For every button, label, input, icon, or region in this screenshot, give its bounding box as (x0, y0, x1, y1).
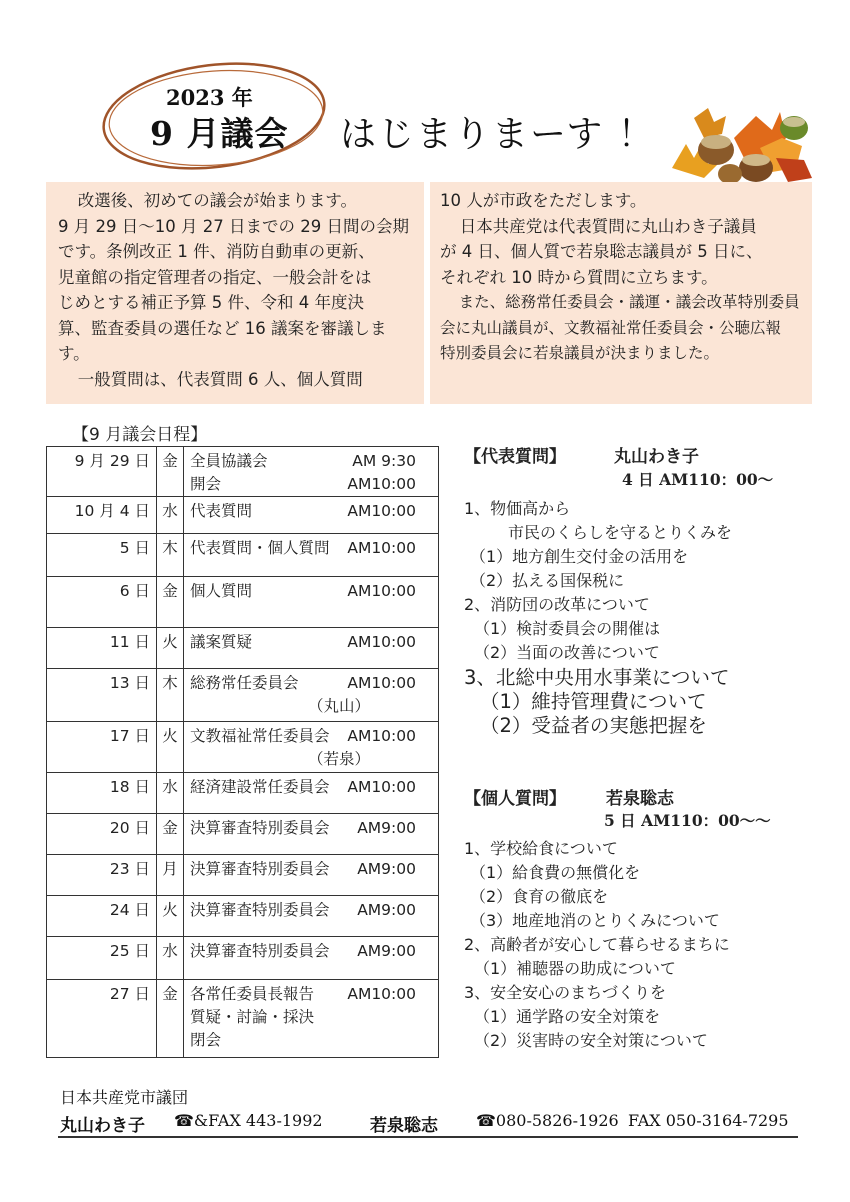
footer-name-2: 若泉聡志 (370, 1116, 438, 1136)
schedule-item: 決算審査特別委員会 (190, 819, 330, 837)
schedule-item: 開会 (190, 475, 222, 493)
schedule-time: AM10:00 (347, 727, 416, 745)
table-row (47, 855, 439, 896)
schedule-item: 議案質疑 (190, 633, 253, 651)
schedule-day: 水 (157, 937, 184, 980)
table-row (47, 722, 439, 773)
footer-name-1: 丸山わき子 (60, 1116, 145, 1136)
schedule-time: AM10:00 (347, 633, 416, 651)
table-row (47, 534, 439, 577)
q1-line: （1）維持管理費について (480, 690, 707, 713)
schedule-time: AM10:00 (347, 778, 416, 796)
schedule-note: （丸山） (308, 697, 371, 715)
schedule-date: 18 日 (47, 773, 157, 814)
schedule-item: 総務常任委員会 (190, 674, 299, 692)
intro-left-line: 一般質問は、代表質問 6 人、個人質問 (77, 369, 363, 389)
schedule-time: AM9:00 (357, 901, 416, 919)
q2-line: 2、高齢者が安心して暮らせるまちに (464, 935, 730, 954)
schedule-item: 閉会 (190, 1031, 222, 1049)
table-row (47, 773, 439, 814)
schedule-note: （若泉） (308, 750, 371, 768)
schedule-item-cell (184, 722, 439, 773)
q1-line: （1）検討委員会の開催は (474, 619, 661, 638)
schedule-item-cell (184, 534, 439, 577)
schedule-item-cell (184, 937, 439, 980)
schedule-time: AM10:00 (347, 475, 416, 493)
table-row (47, 577, 439, 628)
intro-left-box (46, 182, 424, 404)
q1-line: 市民のくらしを守るとりくみを (508, 523, 733, 542)
schedule-day: 火 (157, 628, 184, 669)
footer-org: 日本共産党市議団 (60, 1088, 189, 1107)
schedule-time: AM10:00 (347, 582, 416, 600)
schedule-item-cell (184, 855, 439, 896)
header-title: はじまりまーす ！ (340, 114, 656, 155)
schedule-item-cell (184, 628, 439, 669)
schedule-day: 金 (157, 814, 184, 855)
schedule-item: 全員協議会 (190, 452, 268, 470)
intro-right-line: 会に丸山議員が、文教福祉常任委員会・公聴広報 (440, 318, 782, 337)
schedule-day: 水 (157, 773, 184, 814)
q2-line: （1）補聴器の助成について (474, 959, 676, 978)
schedule-date: 24 日 (47, 896, 157, 937)
schedule-date: 13 日 (47, 669, 157, 722)
q1-line: 1、物価高から (464, 499, 571, 518)
schedule-item-cell (184, 896, 439, 937)
q1-line: （2）払える国保税に (470, 571, 625, 590)
schedule-date: 9 月 29 日 (47, 447, 157, 497)
intro-right-line: が 4 日、個人質で若泉聡志議員が 5 日に、 (440, 242, 763, 261)
schedule-item-cell (184, 980, 439, 1058)
q2-line: 3、安全安心のまちづくりを (464, 983, 667, 1002)
table-row (47, 447, 439, 497)
intro-right-line: また、総務常任委員会・議運・議会改革特別委員 (458, 293, 800, 311)
schedule-day: 月 (157, 855, 184, 896)
schedule-day: 火 (157, 722, 184, 773)
footer-tel-2: ☎080-5826-1926 (476, 1111, 619, 1130)
schedule-table (46, 446, 439, 1058)
table-row (47, 814, 439, 855)
intro-left-line: す。 (58, 344, 90, 363)
schedule-item: 決算審査特別委員会 (190, 860, 330, 878)
schedule-item-cell (184, 669, 439, 722)
schedule-time: AM10:00 (347, 674, 416, 692)
q1-when: 4 日 AM110：00～ (622, 470, 774, 489)
schedule-item: 経済建設常任委員会 (190, 778, 330, 796)
schedule-time: AM9:00 (357, 942, 416, 960)
q2-name: 若泉聡志 (606, 789, 674, 809)
intro-right-line: 特別委員会に若泉議員が決まりました。 (440, 344, 720, 362)
table-row (47, 980, 439, 1058)
schedule-day: 火 (157, 896, 184, 937)
q2-line: （2）災害時の安全対策について (474, 1031, 708, 1050)
table-row (47, 669, 439, 722)
schedule-date: 25 日 (47, 937, 157, 980)
intro-right-box (430, 182, 812, 404)
header-month: 9 月議会 (150, 114, 289, 153)
footer-fax-2: FAX 050-3164-7295 (628, 1111, 789, 1130)
schedule-date: 5 日 (47, 534, 157, 577)
intro-right-line: 日本共産党は代表質問に丸山わき子議員 (459, 216, 757, 236)
schedule-item: 決算審査特別委員会 (190, 942, 330, 960)
intro-left-line: 9 月 29 日～10 月 27 日までの 29 日間の会期 (58, 216, 409, 236)
schedule-day: 水 (157, 497, 184, 534)
schedule-item: 代表質問・個人質問 (190, 539, 330, 557)
table-row (47, 896, 439, 937)
intro-right-line: それぞれ 10 時から質問に立ちます。 (440, 267, 718, 287)
q2-line: （1）通学路の安全対策を (474, 1007, 661, 1026)
intro-right-line: 10 人が市政をただします。 (440, 191, 647, 210)
schedule-day: 木 (157, 534, 184, 577)
q1-line: 2、消防団の改革について (464, 595, 650, 614)
schedule-item: 決算審査特別委員会 (190, 901, 330, 919)
footer-tel-1: ☎&FAX 443-1992 (174, 1111, 323, 1130)
schedule-time: AM9:00 (357, 819, 416, 837)
schedule-item-cell (184, 447, 439, 497)
q1-line: （2）当面の改善について (474, 643, 660, 662)
schedule-date: 27 日 (47, 980, 157, 1058)
schedule-item: 個人質問 (190, 582, 253, 600)
q1-line: （1）地方創生交付金の活用を (470, 547, 689, 566)
schedule-day: 金 (157, 577, 184, 628)
schedule-item: 文教福祉常任委員会 (190, 727, 330, 745)
intro-left-line: です。条例改正 1 件、消防自動車の更新、 (58, 242, 375, 261)
schedule-time: AM10:00 (347, 539, 416, 557)
schedule-day: 金 (157, 447, 184, 497)
schedule-time: AM10:00 (347, 502, 416, 520)
schedule-item-cell (184, 814, 439, 855)
q2-when: 5 日 AM110：00～～ (604, 811, 771, 830)
q1-line: 3、北総中央用水事業について (464, 666, 730, 689)
q2-line: 1、学校給食について (464, 839, 618, 858)
schedule-date: 11 日 (47, 628, 157, 669)
schedule-time: AM10:00 (347, 985, 416, 1003)
schedule-item: 各常任委員長報告 (190, 985, 315, 1003)
q2-line: （3）地産地消のとりくみについて (470, 911, 720, 930)
autumn-leaves-icon (664, 98, 814, 188)
q2-line: （2）食育の徹底を (470, 887, 609, 906)
schedule-day: 木 (157, 669, 184, 722)
schedule-date: 10 月 4 日 (47, 497, 157, 534)
schedule-item-cell (184, 577, 439, 628)
schedule-day: 金 (157, 980, 184, 1058)
schedule-title: 【9 月議会日程】 (72, 425, 208, 445)
table-row (47, 937, 439, 980)
schedule-item: 代表質問 (190, 502, 253, 520)
header-year: 2023 年 (166, 85, 253, 110)
schedule-date: 20 日 (47, 814, 157, 855)
q1-name: 丸山わき子 (614, 447, 699, 467)
schedule-time: AM9:00 (357, 860, 416, 878)
schedule-date: 17 日 (47, 722, 157, 773)
table-row (47, 497, 439, 534)
intro-left-line: 算、監査委員の選任など 16 議案を審議しま (58, 318, 387, 338)
intro-left-line: 児童館の指定管理者の指定、一般会計をは (58, 267, 372, 287)
schedule-time: AM 9:30 (352, 452, 416, 470)
q1-label: 【代表質問】 (464, 447, 566, 467)
schedule-item-cell (184, 773, 439, 814)
intro-left-line: 改選後、初めての議会が始まります。 (77, 191, 357, 210)
intro-left-line: じめとする補正予算 5 件、令和 4 年度決 (58, 293, 364, 312)
q2-label: 【個人質問】 (464, 789, 566, 809)
q2-line: （1）給食費の無償化を (470, 863, 641, 882)
table-row (47, 628, 439, 669)
schedule-date: 23 日 (47, 855, 157, 896)
q1-line: （2）受益者の実態把握を (480, 714, 707, 737)
schedule-date: 6 日 (47, 577, 157, 628)
schedule-item-cell (184, 497, 439, 534)
footer-divider (58, 1136, 798, 1138)
schedule-item: 質疑・討論・採決 (190, 1008, 315, 1026)
